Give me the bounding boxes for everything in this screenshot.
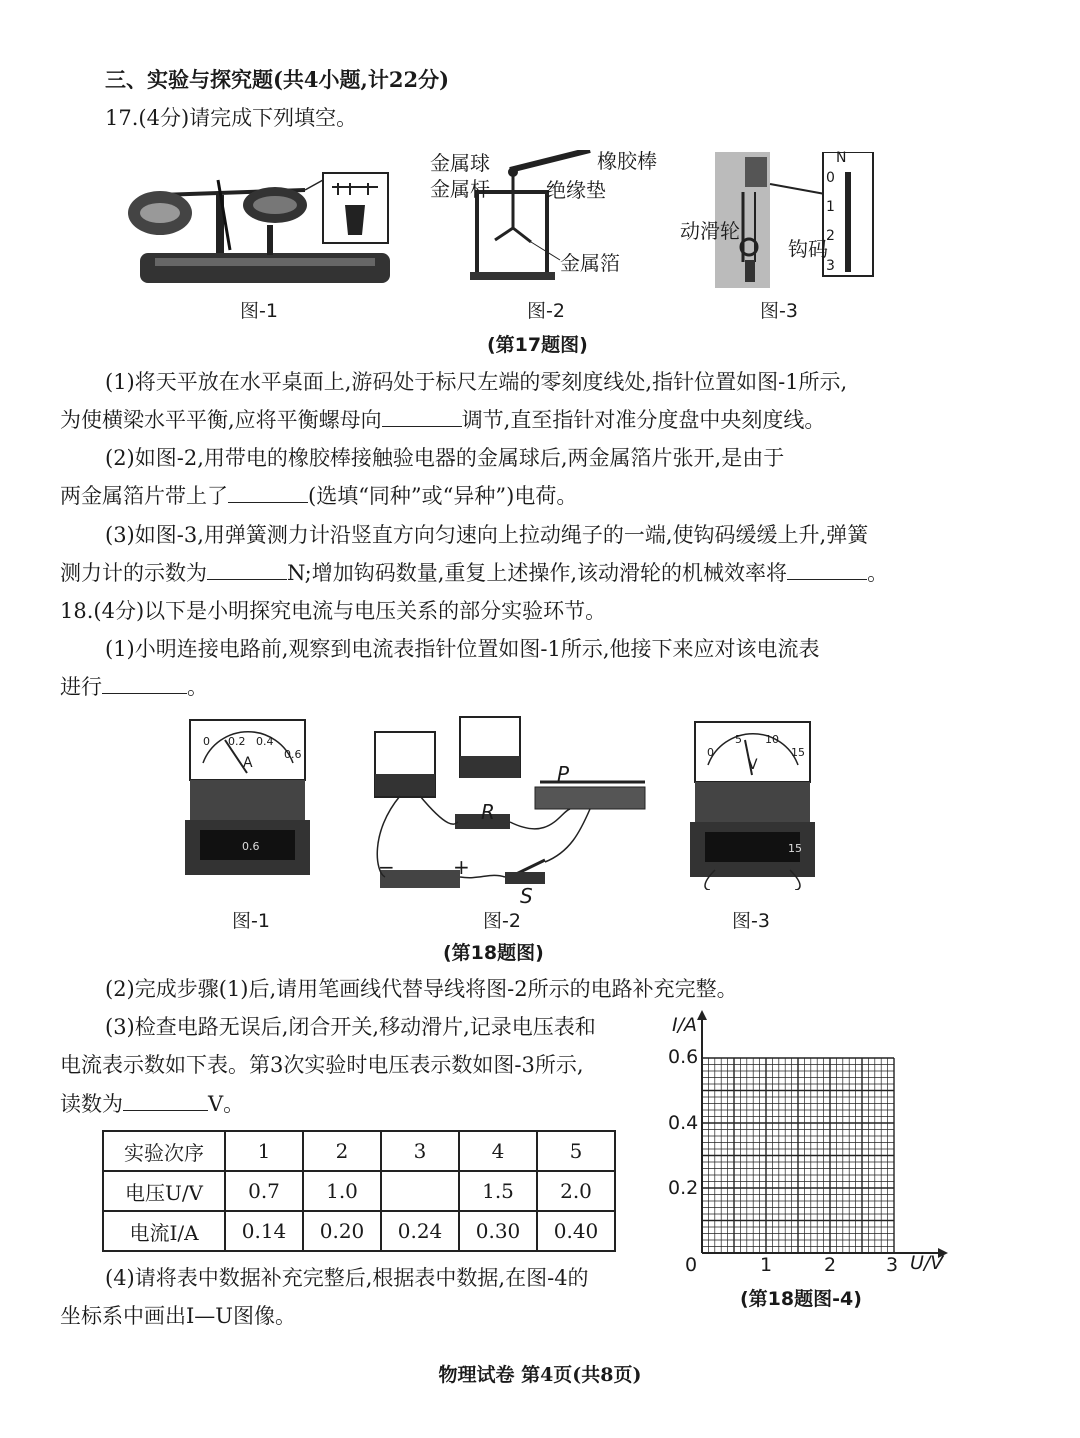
voltmeter-terminal: 15 bbox=[788, 842, 802, 855]
q18-p1-line1: (1)小明连接电路前,观察到电流表指针位置如图-1所示,他接下来应对该电流表 bbox=[105, 637, 820, 661]
q18-p4-line1: (4)请将表中数据补充完整后,根据表中数据,在图-4的 bbox=[105, 1266, 589, 1290]
ammeter-scale-0: 0 bbox=[203, 735, 210, 748]
circuit-figure bbox=[360, 712, 660, 897]
ammeter-scale-1: 0.2 bbox=[228, 735, 246, 748]
voltmeter-scale-2: 10 bbox=[765, 733, 779, 746]
q18-title: 18.(4分)以下是小明探究电流与电压关系的部分实验环节。 bbox=[60, 599, 607, 623]
scale-label-2: 2 bbox=[826, 228, 835, 244]
table-cell: 电流I/A bbox=[103, 1211, 225, 1251]
scale-label-n: N bbox=[836, 150, 847, 166]
q17-caption-2: 图-2 bbox=[527, 300, 565, 322]
q17-title: 17.(4分)请完成下列填空。 bbox=[105, 106, 358, 130]
label-metal-ball: 金属球 bbox=[430, 151, 490, 175]
q18-p3-line3: 读数为 V。 bbox=[60, 1092, 245, 1116]
ammeter-scale-3: 0.6 bbox=[284, 748, 302, 761]
graph-ytick-04: 0.4 bbox=[668, 1112, 699, 1134]
q17-p1-line2: 为使横梁水平平衡,应将平衡螺母向 调节,直至指针对准分度盘中央刻度线。 bbox=[60, 408, 826, 432]
q18-group-caption: (第18题图) bbox=[443, 942, 544, 964]
table-cell: 0.7 bbox=[225, 1171, 303, 1211]
table-cell: 0.40 bbox=[537, 1211, 615, 1251]
q18-p2: (2)完成步骤(1)后,请用笔画线代替导线将图-2所示的电路补充完整。 bbox=[105, 977, 738, 1001]
q17-group-caption: (第17题图) bbox=[487, 334, 588, 356]
graph-xtick-3: 3 bbox=[886, 1254, 899, 1276]
voltmeter-scale-1: 5 bbox=[735, 733, 742, 746]
table-cell: 实验次序 bbox=[103, 1131, 225, 1171]
scale-label-3: 3 bbox=[826, 258, 835, 274]
iu-graph-grid[interactable] bbox=[660, 1010, 960, 1280]
table-cell: 0.20 bbox=[303, 1211, 381, 1251]
answer-blank[interactable] bbox=[123, 1090, 208, 1111]
scale-label-0: 0 bbox=[826, 170, 835, 186]
graph-caption: (第18题图-4) bbox=[740, 1288, 862, 1310]
table-row bbox=[103, 1171, 615, 1211]
label-metal-rod: 金属杆 bbox=[430, 177, 490, 201]
voltmeter-scale-0: 0 bbox=[707, 746, 714, 759]
voltmeter-scale-3: 15 bbox=[791, 746, 805, 759]
label-hook-weight: 钩码 bbox=[788, 237, 828, 261]
table-cell: 电压U/V bbox=[103, 1171, 225, 1211]
label-movable-pulley: 动滑轮 bbox=[680, 219, 740, 243]
q18-p1-line2: 进行 。 bbox=[60, 675, 208, 699]
y-axis-arrow bbox=[697, 1010, 707, 1020]
graph-xtick-0: 0 bbox=[685, 1254, 698, 1276]
table-cell: 1.0 bbox=[303, 1171, 381, 1211]
graph-xtick-1: 1 bbox=[760, 1254, 773, 1276]
circuit-label-plus: + bbox=[453, 855, 470, 879]
graph-ytick-02: 0.2 bbox=[668, 1177, 699, 1199]
label-insulator-pad: 绝缘垫 bbox=[546, 178, 606, 202]
label-metal-foil: 金属箔 bbox=[560, 251, 620, 275]
q17-p3-line2: 测力计的示数为 N;增加钩码数量,重复上述操作,该动滑轮的机械效率将 。 bbox=[60, 561, 889, 585]
ammeter-terminal: 0.6 bbox=[242, 840, 260, 853]
q18-p4-line2: 坐标系中画出I—U图像。 bbox=[60, 1304, 296, 1328]
table-cell: 3 bbox=[381, 1131, 459, 1171]
ammeter-unit: A bbox=[243, 755, 253, 771]
circuit-label-minus: − bbox=[378, 855, 395, 879]
label-rubber-rod: 橡胶棒 bbox=[597, 149, 657, 173]
q17-p2-line1: (2)如图-2,用带电的橡胶棒接触验电器的金属球后,两金属箔片张开,是由于 bbox=[105, 446, 785, 470]
circuit-label-p: P bbox=[557, 762, 570, 786]
graph-xtick-2: 2 bbox=[824, 1254, 837, 1276]
graph-xlabel: U/V bbox=[910, 1252, 944, 1274]
graph-ylabel: I/A bbox=[672, 1014, 698, 1036]
table-cell: 0.14 bbox=[225, 1211, 303, 1251]
ammeter-scale-2: 0.4 bbox=[256, 735, 274, 748]
q18-caption-1: 图-1 bbox=[232, 910, 270, 932]
table-cell: 2 bbox=[303, 1131, 381, 1171]
circuit-label-s: S bbox=[520, 884, 533, 908]
table-row bbox=[103, 1211, 615, 1251]
answer-blank[interactable] bbox=[382, 406, 462, 427]
table-cell: 1.5 bbox=[459, 1171, 537, 1211]
section-title: 三、实验与探究题(共4小题,计22分) bbox=[105, 67, 450, 92]
answer-blank[interactable] bbox=[207, 559, 287, 580]
q18-p3-line1: (3)检查电路无误后,闭合开关,移动滑片,记录电压表和 bbox=[105, 1015, 596, 1039]
table-cell: 1 bbox=[225, 1131, 303, 1171]
scale-label-1: 1 bbox=[826, 199, 835, 215]
q17-p1-line1: (1)将天平放在水平桌面上,游码处于标尺左端的零刻度线处,指针位置如图-1所示, bbox=[105, 370, 848, 394]
table-cell: 0.30 bbox=[459, 1211, 537, 1251]
balance-figure bbox=[120, 165, 395, 290]
data-table bbox=[102, 1130, 616, 1252]
page-footer: 物理试卷 第4页(共8页) bbox=[438, 1364, 642, 1386]
q18-p3-line2: 电流表示数如下表。第3次实验时电压表示数如图-3所示, bbox=[60, 1053, 584, 1077]
voltmeter-unit: V bbox=[748, 757, 758, 773]
q18-caption-2: 图-2 bbox=[483, 910, 521, 932]
graph-ytick-06: 0.6 bbox=[668, 1046, 699, 1068]
table-cell: 5 bbox=[537, 1131, 615, 1171]
answer-blank[interactable] bbox=[228, 482, 308, 503]
q18-caption-3: 图-3 bbox=[732, 910, 770, 932]
table-row bbox=[103, 1131, 615, 1171]
answer-blank[interactable] bbox=[787, 559, 867, 580]
answer-blank[interactable] bbox=[102, 673, 187, 694]
q17-p3-line1: (3)如图-3,用弹簧测力计沿竖直方向匀速向上拉动绳子的一端,使钩码缓缓上升,弹簧 bbox=[105, 523, 869, 547]
table-cell: 4 bbox=[459, 1131, 537, 1171]
table-cell: 2.0 bbox=[537, 1171, 615, 1211]
q17-caption-3: 图-3 bbox=[760, 300, 798, 322]
table-cell: 0.24 bbox=[381, 1211, 459, 1251]
q17-p2-line2: 两金属箔片带上了 (选填“同种”或“异种”)电荷。 bbox=[60, 484, 578, 508]
table-cell[interactable] bbox=[381, 1171, 459, 1211]
circuit-label-r: R bbox=[481, 800, 495, 824]
q17-caption-1: 图-1 bbox=[240, 300, 278, 322]
